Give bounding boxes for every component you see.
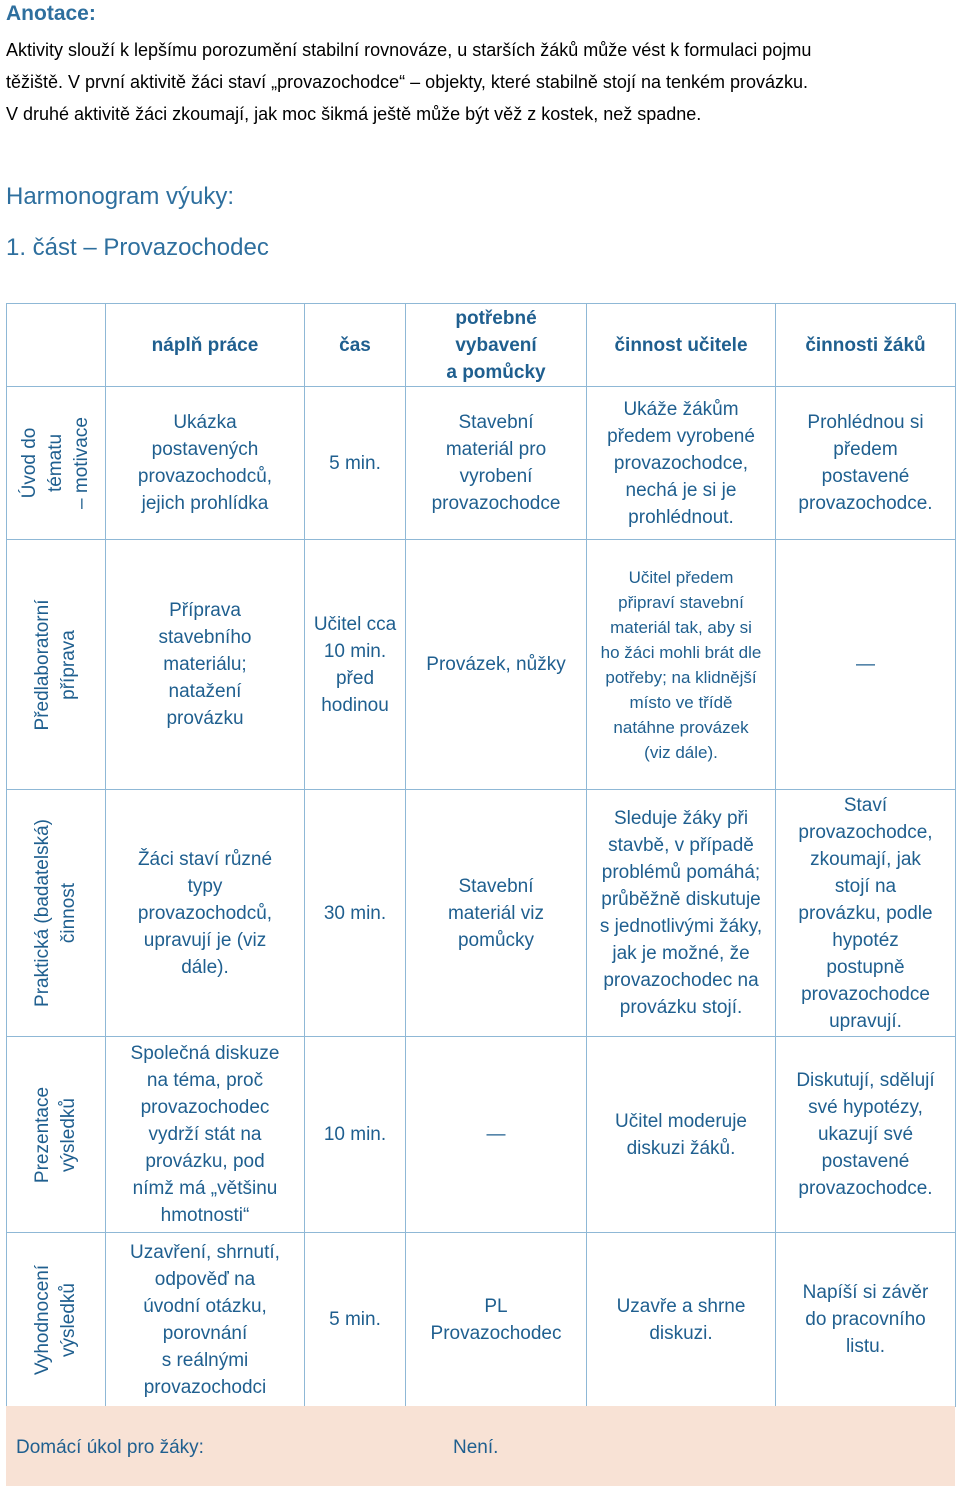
anotace-line: těžiště. V první aktivitě žáci staví „provazochodce“ – objekty, které stabilně stojí na tenkém provázku. [6,72,809,92]
zaci-cell [776,1037,956,1233]
harmonogram-heading: Harmonogram výuky: [6,183,235,210]
cell-line: postavené [821,466,910,487]
cell-line: připraví stavební [618,592,744,612]
cell-line: 5 min. [329,452,381,474]
cell-line: Provazochodec [430,1322,562,1344]
phase-cell [7,1037,106,1233]
cell-line: hmotnosti“ [160,1205,250,1226]
phase-line: – motivace [71,417,92,509]
cell-line: Staví [843,794,888,816]
cell-line: nímž má „většinu [132,1178,278,1199]
ucitel-cell [587,1233,776,1407]
ucitel-cell [587,387,776,540]
schedule-table [6,303,956,1407]
cell-line: 10 min. [323,640,387,662]
part-heading: 1. část – Provazochodec [6,234,269,261]
cell-line: potřeby; na klidnější [605,667,757,687]
cell-line: Uzavře a shrne [616,1295,746,1317]
cell-line: problémů pomáhá; [601,862,761,883]
napln-cell [106,387,305,540]
anotace-paragraph [6,34,956,130]
cell-line: postupně [826,956,905,978]
phase-cell [7,540,106,790]
cas-cell [305,540,406,790]
napln-cell [106,540,305,790]
cell-line: postavených [151,439,259,460]
cell-line: s jednotlivými žáky, [599,916,763,937]
cell-line: Příprava [169,600,241,621]
header-napln: náplň práce [106,304,305,387]
cell-line: materiál tak, aby si [610,617,752,637]
cell-line: na téma, proč [146,1070,264,1091]
cell-line: upravují. [829,1010,902,1032]
table-row [7,1037,956,1233]
cell-line: provazochodce [801,983,930,1005]
cell-line: provazochodců, [137,902,273,924]
cell-line: Ukázka [173,412,237,433]
cell-line: Sleduje žáky při [613,808,749,829]
header-vybaveni-line: potřebné [455,307,537,329]
cell-line: diskuzi žáků. [626,1137,736,1159]
zaci-cell [776,387,956,540]
cell-line: — [856,654,875,675]
cell-line: provazochodce, [613,452,749,474]
cell-line: Stavební [458,875,534,897]
table-row [7,790,956,1037]
cell-line: Diskutují, sdělují [796,1070,935,1091]
cas-cell [305,387,406,540]
header-empty [7,304,106,387]
phase-label [30,599,82,730]
cell-line: odpověď na [154,1268,256,1290]
cell-line: provazochodci [143,1376,267,1398]
phase-line: příprava [58,629,79,700]
phase-cell [7,1233,106,1407]
cell-line: nechá je si je [625,479,737,501]
cell-line: dále). [181,956,229,978]
phase-line: Úvod do [19,427,40,499]
cell-line: úvodní otázku, [143,1295,267,1317]
header-vybaveni-line: a pomůcky [446,361,546,383]
table-row [7,540,956,790]
cell-line: vydrží stát na [148,1124,262,1145]
cell-line: provázku, podle [798,902,933,924]
cell-line: Společná diskuze [130,1043,280,1064]
cell-line: jak je možné, že [612,943,750,964]
anotace-line: Aktivity slouží k lepšímu porozumění stabilní rovnováze, u starších žáků může vést k formulaci pojmu [6,40,812,60]
phase-line: Vyhodnocení [32,1264,53,1375]
cell-line: Ukáže žákům [623,398,739,420]
ucitel-cell [587,540,776,790]
cell-line: Stavební [458,412,534,433]
vybaveni-cell [406,540,587,790]
cell-line: zkoumají, jak [810,848,921,870]
vybaveni-cell [406,1037,587,1233]
cell-line: Učitel moderuje [615,1110,747,1132]
cell-line: hypotéz [832,929,899,951]
cell-line: Žáci staví různé [137,848,273,870]
cell-line: upravují je (viz [143,929,267,951]
cell-line: provazochodce. [798,493,933,514]
cell-line: Učitel předem [628,567,734,587]
cell-line: průběžně diskutuje [601,889,761,910]
vybaveni-cell [406,387,587,540]
cell-line: Provázek, nůžky [426,654,566,675]
cell-line: provázku, pod [145,1151,265,1172]
ucitel-cell [587,790,776,1037]
cell-line: předem [833,439,898,460]
cell-line: provazochodec na [603,970,759,991]
cell-line: Učitel cca [313,613,397,635]
phase-cell [7,387,106,540]
cell-line: provazochodec [140,1097,270,1118]
zaci-cell [776,1233,956,1407]
cell-line: PL [484,1295,508,1317]
ucitel-cell [587,1037,776,1233]
cell-line: jejich prohlídka [141,493,269,514]
header-ucitel: činnost učitele [587,304,776,387]
cell-line: Napíší si závěr [802,1282,929,1303]
header-zaci: činnosti žáků [776,304,956,387]
phase-label [30,1264,82,1374]
napln-cell [106,1233,305,1407]
header-vybaveni-line: vybavení [455,334,537,356]
cell-line: Prohlédnou si [807,412,924,433]
cell-line: vyrobení [459,466,533,487]
cell-line: porovnání [162,1322,248,1344]
anotace-line: V druhé aktivitě žáci zkoumají, jak moc šikmá ještě může být věž z kostek, než spadne. [6,104,702,124]
phase-line: výsledků [58,1097,79,1172]
cell-line: listu. [845,1336,886,1357]
table-row [7,387,956,540]
cell-line: provázku [166,708,244,729]
homework-label: Domácí úkol pro žáky: [16,1437,204,1458]
cell-line: 5 min. [329,1309,381,1330]
cell-line: své hypotézy, [808,1097,923,1118]
cell-line: stavbě, v případě [608,835,754,856]
table-header-row [7,304,956,387]
cas-cell [305,790,406,1037]
cell-line: stojí na [834,875,897,897]
cell-line: pomůcky [457,929,535,951]
cell-line: materiál pro [445,439,547,460]
anotace-heading: Anotace: [6,2,96,25]
phase-line: výsledků [58,1282,79,1357]
cell-line: — [486,1124,506,1145]
cell-line: ukazují své [817,1124,914,1145]
zaci-cell [776,790,956,1037]
cell-line: předem vyrobené [607,425,755,447]
cell-line: do pracovního [805,1309,926,1330]
phase-line: Předlaboratorní [32,599,53,730]
phase-label [17,417,95,509]
header-vybaveni [406,304,587,387]
phase-line: Prezentace [32,1086,53,1183]
cell-line: natáhne provázek [613,717,749,737]
cell-line: provazochodce [431,493,561,514]
cell-line: 30 min. [323,902,387,924]
cell-line: 10 min. [323,1124,387,1145]
phase-line: Praktická (badatelská) [32,819,53,1007]
homework-bar [6,1406,955,1486]
cell-line: místo ve třídě [629,692,733,712]
table-row [7,1233,956,1407]
phase-cell [7,790,106,1037]
cell-line: s reálnými [161,1349,249,1371]
zaci-cell [776,540,956,790]
cell-line: (viz dále). [644,742,718,762]
cell-line: Uzavření, shrnutí, [130,1241,280,1263]
cell-line: typy [187,875,223,897]
cell-line: hodinou [321,694,389,716]
cell-line: materiál viz [447,902,545,924]
cell-line: před [335,667,375,689]
header-cas: čas [305,304,406,387]
cell-line: postavené [821,1151,910,1172]
napln-cell [106,1037,305,1233]
cell-line: provazochodců, [137,466,273,487]
phase-label [30,819,82,1007]
phase-line: tématu [45,433,66,493]
cell-line: provázku stojí. [619,997,743,1018]
cell-line: provazochodce. [798,1178,933,1199]
vybaveni-cell [406,1233,587,1407]
cas-cell [305,1233,406,1407]
phase-line: činnost [58,882,79,944]
cell-line: stavebního [158,627,252,648]
cell-line: materiálu; [163,654,247,675]
homework-value: Není. [453,1437,499,1458]
cell-line: natažení [168,681,242,702]
cell-line: prohlédnout. [628,506,734,528]
cas-cell [305,1037,406,1233]
cell-line: ho žáci mohli brát dle [600,642,762,662]
cell-line: diskuzi. [649,1322,713,1344]
phase-label [30,1086,82,1182]
napln-cell [106,790,305,1037]
cell-line: provazochodce, [798,821,933,843]
vybaveni-cell [406,790,587,1037]
